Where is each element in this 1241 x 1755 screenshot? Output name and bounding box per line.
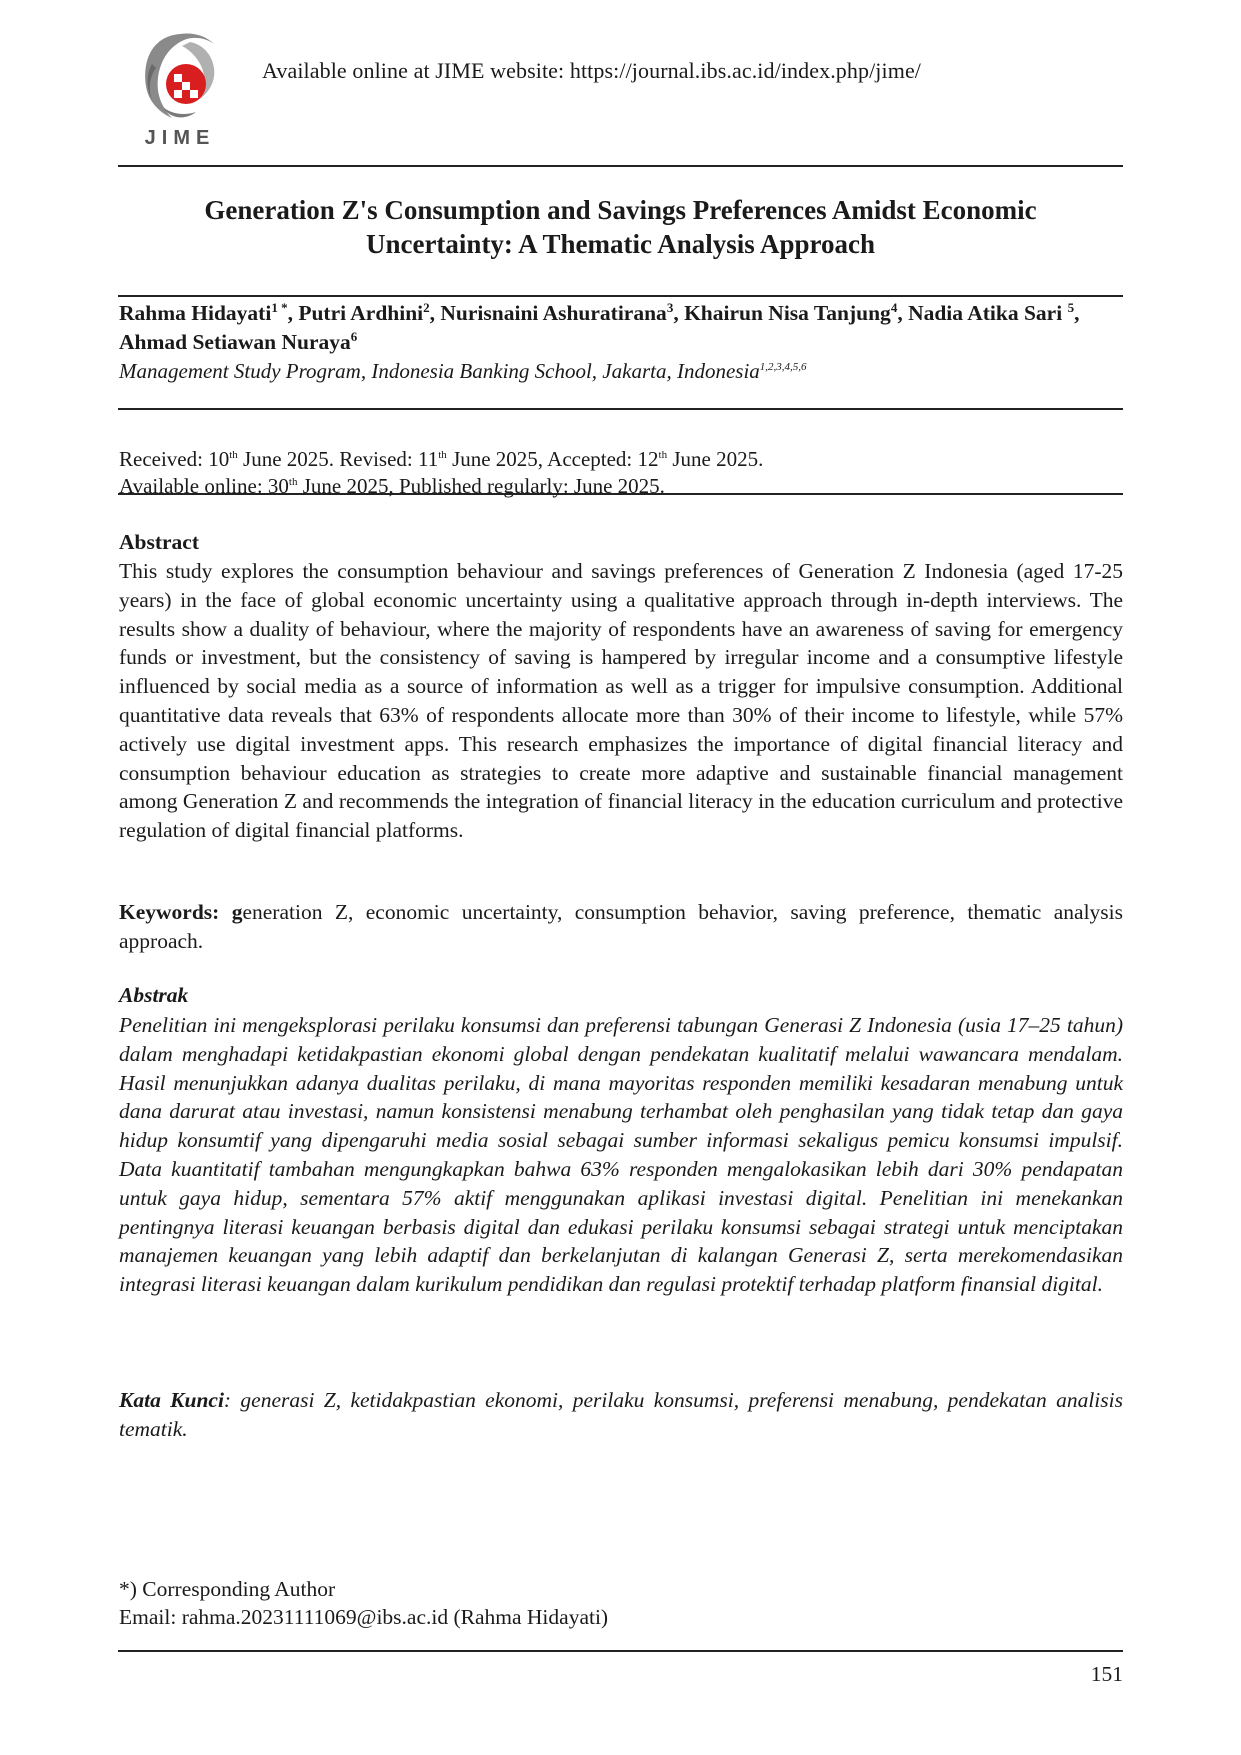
affiliation: Management Study Program, Indonesia Banking School, Jakarta, Indonesia$^{1,2,3,4,5,6}$ bbox=[119, 359, 807, 383]
journal-availability: Available online at JIME website: https://journal.ibs.ac.id/index.php/jime/ bbox=[262, 58, 922, 83]
available-online: Available online: 30th June 2025, Published regularly: June 2025. bbox=[119, 474, 665, 498]
header-divider bbox=[118, 165, 1123, 167]
paper-title bbox=[118, 193, 1123, 261]
author-name: Ahmad Setiawan Nuraya bbox=[119, 330, 351, 354]
keywords bbox=[119, 898, 1123, 956]
title-line-1: Generation Z's Consumption and Savings Preferences Amidst Economic bbox=[204, 195, 1037, 225]
author-name: Nurisnaini Ashuratirana bbox=[440, 301, 667, 325]
affiliation-divider bbox=[118, 408, 1123, 410]
page-number: 151 bbox=[1090, 1662, 1123, 1686]
kata-kunci-text: : generasi Z, ketidakpastian ekonomi, perilaku konsumsi, preferensi menabung, pendekatan analisis tematik. bbox=[119, 1388, 1123, 1441]
abstract-heading: Abstract bbox=[119, 530, 200, 554]
keywords-text: eneration Z, economic uncertainty, consumption behavior, saving preference, thematic analysis approach. bbox=[119, 900, 1123, 953]
dates-divider bbox=[118, 493, 1123, 495]
footer-divider bbox=[118, 1650, 1123, 1652]
author-name: Putri Ardhini bbox=[298, 301, 424, 325]
publication-dates bbox=[119, 446, 1124, 500]
keywords-label: Keywords: g bbox=[119, 900, 243, 924]
kata-kunci-label: Kata Kunci bbox=[119, 1388, 224, 1412]
title-line-2: Uncertainty: A Thematic Analysis Approach bbox=[365, 229, 876, 259]
abstrak-heading: Abstrak bbox=[119, 983, 189, 1007]
received-revised-accepted: Received: 10th June 2025. Revised: 11th June 2025, Accepted: 12th June 2025. bbox=[119, 447, 764, 471]
abstrak-text: Penelitian ini mengeksplorasi perilaku konsumsi dan preferensi tabungan Generasi Z Indonesia (usia 17–25 tahun) dalam menghadapi ketidakpastian ekonomi global dengan pendekatan kualitatif melalui wawancara mendalam. Hasil menunjukkan adanya dualitas perilaku, di mana mayoritas responden memiliki kesadaran menabung untuk dana darurat atau investasi, namun konsistensi menabung terhambat oleh penghasilan yang tidak tetap dan gaya hidup konsumtif yang dipengaruhi media sosial sebagai sumber informasi sekaligus pemicu konsumsi impulsif. Data kuantitatif tambahan mengungkapkan bahwa 63% responden mengalokasikan lebih dari 30% pendapatan untuk gaya hidup, sementara 57% aktif menggunakan aplikasi investasi digital. Penelitian ini menekankan pentingnya literasi keuangan berbasis digital dan edukasi perilaku konsumsi sebagai strategi untuk menciptakan manajemen keuangan yang lebih adaptif dan berkelanjutan di kalangan Generasi Z, serta merekomendasikan integrasi literasi keuangan dalam kurikulum pendidikan dan regulasi protektif terhadap platform finansial digital. bbox=[119, 1013, 1123, 1297]
author-list: Rahma Hidayati$^{1 *}$, Putri Ardhini$^2$, Nurisnaini Ashuratirana$^3$, Khairun Nisa Tanjung$^4$, Nadia Atika Sari $^5$, Ahmad Setiawan Nuraya$^6$ bbox=[119, 300, 1080, 354]
title-divider bbox=[118, 295, 1123, 297]
kata-kunci bbox=[119, 1386, 1123, 1444]
author-name: Nadia Atika Sari bbox=[908, 301, 1063, 325]
corresponding-email: Email: rahma.20231111069@ibs.ac.id (Rahma Hidayati) bbox=[119, 1605, 609, 1629]
author-name: Rahma Hidayati bbox=[119, 301, 272, 325]
svg-text:JIME: JIME bbox=[144, 127, 216, 149]
corresponding-author-note: *) Corresponding Author bbox=[119, 1577, 336, 1601]
abstract-text: This study explores the consumption behaviour and savings preferences of Generation Z Indonesia (aged 17-25 years) in the face of global economic uncertainty using a qualitative approach through in-depth interviews. The results show a duality of behaviour, where the majority of respondents have an awareness of saving for emergency funds or investment, but the consistency of saving is hampered by irregular income and a consumptive lifestyle influenced by social media as a source of information as well as a trigger for impulsive consumption. Additional quantitative data reveals that 63% of respondents allocate more than 30% of their income to lifestyle, while 57% actively use digital investment apps. This research emphasizes the importance of digital financial literacy and consumption behaviour education as strategies to create more adaptive and sustainable financial management among Generation Z and recommends the integration of financial literacy in the education curriculum and protective regulation of digital financial platforms. bbox=[119, 559, 1123, 843]
jime-logo bbox=[132, 28, 228, 150]
author-name: Khairun Nisa Tanjung bbox=[684, 301, 891, 325]
